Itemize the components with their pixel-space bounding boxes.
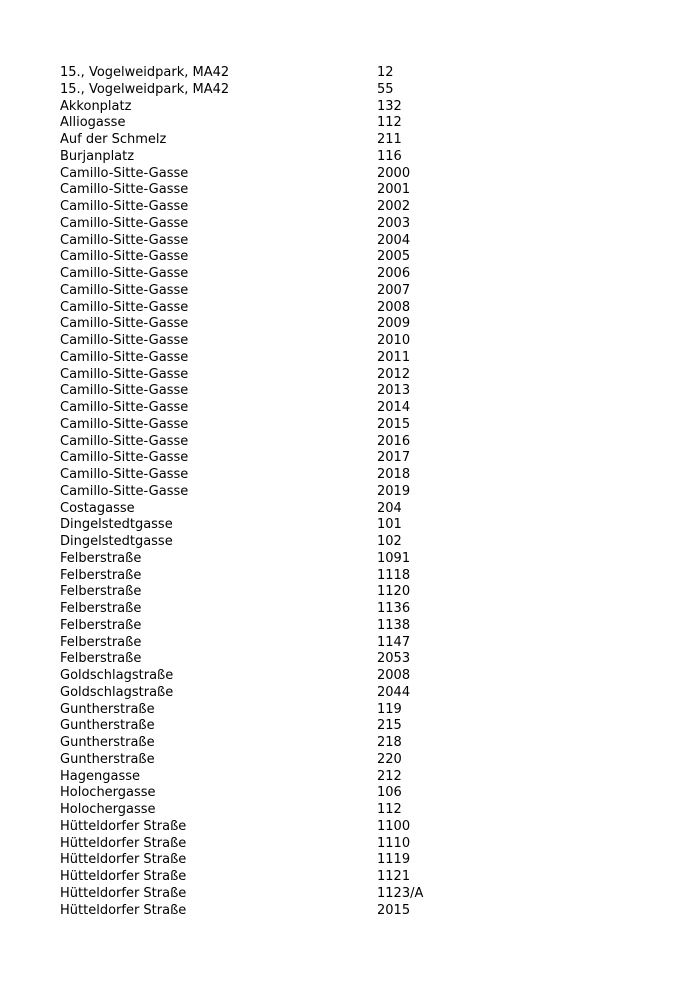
number-cell: 1118 — [377, 567, 411, 583]
number-cell: 2008 — [377, 668, 411, 683]
street-name-cell: Felberstraße — [60, 550, 142, 566]
number-cell: 1121 — [377, 869, 411, 884]
table-row — [60, 702, 497, 719]
number-cell: 215 — [377, 718, 402, 734]
street-name-cell: Hütteldorfer Straße — [60, 835, 187, 851]
table-row — [60, 350, 497, 367]
street-name-cell: Camillo-Sitte-Gasse — [60, 215, 189, 231]
number-cell: 2017 — [377, 450, 411, 466]
table-row — [60, 65, 497, 82]
street-name-cell: Camillo-Sitte-Gasse — [60, 165, 189, 181]
street-name-cell: Dingelstedtgasse — [60, 517, 173, 533]
street-name-cell: Camillo-Sitte-Gasse — [60, 349, 189, 365]
table-row — [60, 434, 497, 451]
number-cell: 1110 — [377, 835, 411, 851]
table-row — [60, 249, 497, 266]
number-cell: 1100 — [377, 818, 411, 834]
table-row — [60, 182, 497, 199]
street-name-cell: Burjanplatz — [60, 148, 135, 164]
number-cell: 102 — [377, 534, 402, 549]
number-cell: 1091 — [377, 550, 411, 566]
street-name-cell: Costagasse — [60, 500, 135, 516]
table-row — [60, 300, 497, 317]
number-cell: 2009 — [377, 316, 411, 332]
table-row — [60, 132, 497, 149]
number-cell: 2012 — [377, 366, 411, 382]
street-name-cell: Hütteldorfer Straße — [60, 852, 187, 868]
table-row — [60, 367, 497, 384]
street-name-cell: Goldschlagstraße — [60, 684, 174, 700]
table-row — [60, 568, 497, 585]
table-row — [60, 886, 497, 903]
street-name-cell: Hagengasse — [60, 768, 140, 784]
table-row — [60, 283, 497, 300]
table-row — [60, 769, 497, 786]
street-name-cell: 15., Vogelweidpark, MA42 — [60, 81, 230, 97]
street-name-cell: Felberstraße — [60, 567, 142, 583]
street-name-cell: Camillo-Sitte-Gasse — [60, 249, 189, 265]
table-row — [60, 802, 497, 819]
table-row — [60, 517, 497, 534]
number-cell: 101 — [377, 517, 402, 533]
number-cell: 2018 — [377, 467, 411, 482]
number-cell: 2006 — [377, 266, 411, 281]
number-cell: 12 — [377, 65, 394, 80]
number-cell: 116 — [377, 148, 402, 164]
table-row — [60, 383, 497, 400]
street-name-cell: Felberstraße — [60, 584, 142, 600]
table-row — [60, 601, 497, 618]
street-name-cell: Holochergasse — [60, 785, 156, 801]
table-row — [60, 266, 497, 283]
number-cell: 132 — [377, 98, 402, 114]
street-name-cell: Guntherstraße — [60, 735, 155, 750]
street-name-cell: Auf der Schmelz — [60, 132, 167, 147]
table-row — [60, 166, 497, 183]
street-name-cell: Camillo-Sitte-Gasse — [60, 299, 189, 315]
street-name-cell: Camillo-Sitte-Gasse — [60, 316, 189, 332]
table-row — [60, 316, 497, 333]
table-row — [60, 819, 497, 836]
street-name-cell: Goldschlagstraße — [60, 668, 174, 683]
table-row — [60, 836, 497, 853]
table-row — [60, 718, 497, 735]
table-row — [60, 501, 497, 518]
number-cell: 55 — [377, 81, 394, 97]
street-name-cell: Camillo-Sitte-Gasse — [60, 467, 189, 482]
table-row — [60, 233, 497, 250]
number-cell: 112 — [377, 115, 402, 131]
table-row — [60, 216, 497, 233]
number-cell: 2019 — [377, 483, 411, 499]
table-body — [60, 65, 497, 919]
street-name-cell: Camillo-Sitte-Gasse — [60, 450, 189, 466]
number-cell: 112 — [377, 802, 402, 817]
table-row — [60, 618, 497, 635]
number-cell: 211 — [377, 132, 402, 147]
number-cell: 2015 — [377, 902, 411, 918]
number-cell: 2001 — [377, 182, 411, 198]
number-cell: 2005 — [377, 249, 411, 265]
table-row — [60, 852, 497, 869]
table-row — [60, 584, 497, 601]
number-cell: 2013 — [377, 383, 411, 399]
street-name-cell: Camillo-Sitte-Gasse — [60, 366, 189, 382]
street-name-cell: Felberstraße — [60, 617, 142, 633]
table-row — [60, 484, 497, 501]
street-name-cell: Hütteldorfer Straße — [60, 885, 187, 901]
table-row — [60, 82, 497, 99]
number-cell: 1119 — [377, 852, 411, 868]
number-cell: 1123/A — [377, 885, 424, 901]
street-name-cell: Camillo-Sitte-Gasse — [60, 232, 189, 248]
number-cell: 1138 — [377, 617, 411, 633]
table-row — [60, 450, 497, 467]
street-number-table — [60, 65, 497, 919]
table-row — [60, 635, 497, 652]
street-name-cell: Alliogasse — [60, 115, 126, 131]
number-cell: 1136 — [377, 601, 411, 616]
street-name-cell: Camillo-Sitte-Gasse — [60, 416, 189, 432]
number-cell: 119 — [377, 701, 402, 717]
number-cell: 2004 — [377, 232, 411, 248]
table-row — [60, 869, 497, 886]
number-cell: 2000 — [377, 165, 411, 181]
street-name-cell: Hütteldorfer Straße — [60, 818, 187, 834]
number-cell: 2010 — [377, 333, 411, 348]
table-row — [60, 903, 497, 920]
street-name-cell: Guntherstraße — [60, 718, 155, 734]
number-cell: 2008 — [377, 299, 411, 315]
street-name-cell: Guntherstraße — [60, 751, 155, 767]
table-row — [60, 467, 497, 484]
number-cell: 2011 — [377, 349, 411, 365]
table-row — [60, 651, 497, 668]
street-name-cell: Camillo-Sitte-Gasse — [60, 199, 189, 214]
street-name-cell: Guntherstraße — [60, 701, 155, 717]
table-row — [60, 115, 497, 132]
number-cell: 2044 — [377, 684, 411, 700]
number-cell: 1120 — [377, 584, 411, 600]
street-name-cell: Holochergasse — [60, 802, 156, 817]
street-name-cell: Camillo-Sitte-Gasse — [60, 483, 189, 499]
table-row — [60, 534, 497, 551]
table-row — [60, 199, 497, 216]
street-name-cell: Hütteldorfer Straße — [60, 902, 187, 918]
street-name-cell: Felberstraße — [60, 634, 142, 650]
table-row — [60, 752, 497, 769]
number-cell: 2007 — [377, 282, 411, 298]
number-cell: 212 — [377, 768, 402, 784]
table-row — [60, 400, 497, 417]
table-row — [60, 149, 497, 166]
number-cell: 218 — [377, 735, 402, 750]
street-name-cell: Camillo-Sitte-Gasse — [60, 383, 189, 399]
street-name-cell: Felberstraße — [60, 601, 142, 616]
table-row — [60, 685, 497, 702]
street-name-cell: Akkonplatz — [60, 98, 132, 114]
street-name-cell: Camillo-Sitte-Gasse — [60, 433, 189, 449]
table-row — [60, 99, 497, 116]
number-cell: 2003 — [377, 215, 411, 231]
number-cell: 2053 — [377, 651, 411, 667]
number-cell: 2016 — [377, 433, 411, 449]
street-name-cell: Dingelstedtgasse — [60, 534, 173, 549]
street-name-cell: Camillo-Sitte-Gasse — [60, 333, 189, 348]
table-row — [60, 333, 497, 350]
number-cell: 2014 — [377, 400, 411, 415]
street-name-cell: Hütteldorfer Straße — [60, 869, 187, 884]
number-cell: 2015 — [377, 416, 411, 432]
number-cell: 106 — [377, 785, 402, 801]
table-row — [60, 417, 497, 434]
number-cell: 220 — [377, 751, 402, 767]
street-name-cell: 15., Vogelweidpark, MA42 — [60, 65, 230, 80]
number-cell: 204 — [377, 500, 402, 516]
number-cell: 2002 — [377, 199, 411, 214]
street-name-cell: Camillo-Sitte-Gasse — [60, 182, 189, 198]
table-row — [60, 785, 497, 802]
number-cell: 1147 — [377, 634, 411, 650]
street-name-cell: Camillo-Sitte-Gasse — [60, 400, 189, 415]
street-name-cell: Camillo-Sitte-Gasse — [60, 266, 189, 281]
table-row — [60, 551, 497, 568]
street-name-cell: Felberstraße — [60, 651, 142, 667]
table-row — [60, 735, 497, 752]
table-row — [60, 668, 497, 685]
street-name-cell: Camillo-Sitte-Gasse — [60, 282, 189, 298]
